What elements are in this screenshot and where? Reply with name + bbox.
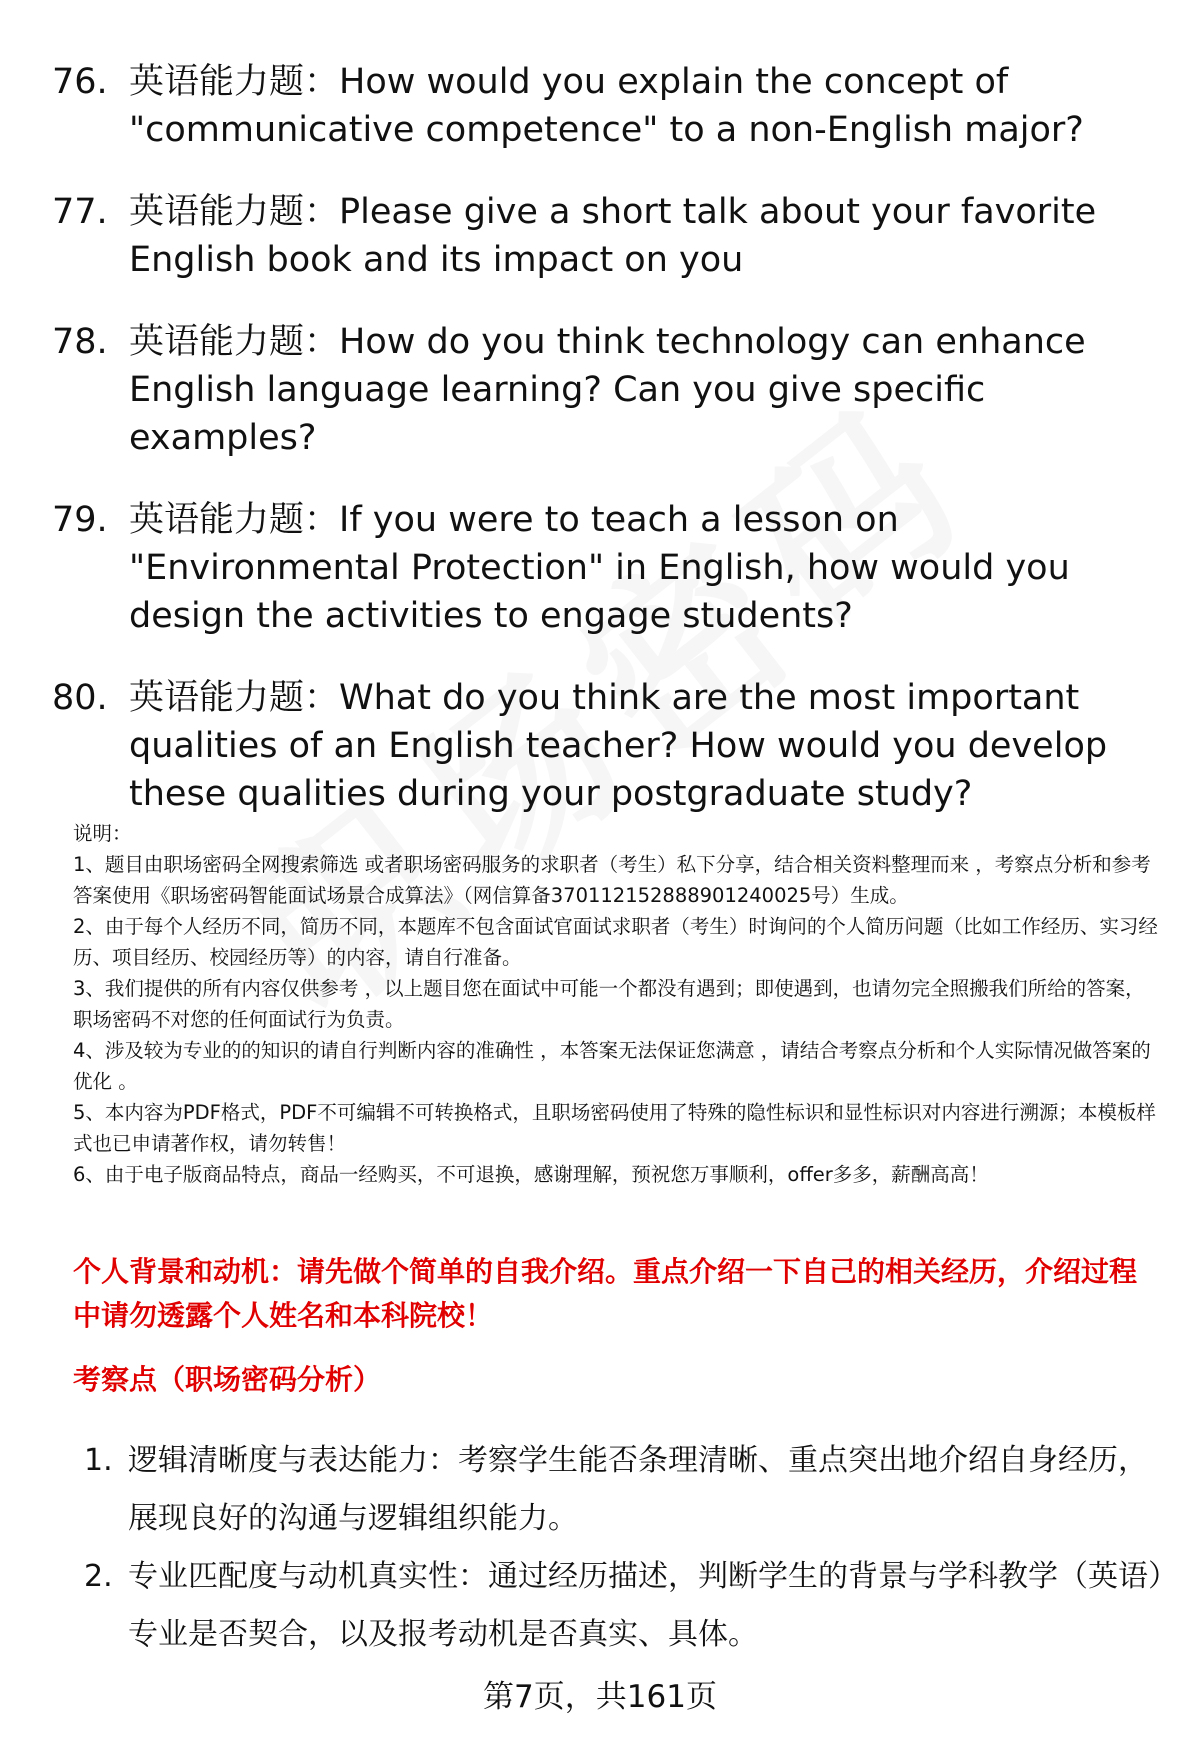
- notes-section: [73, 818, 1163, 1190]
- point-text: 专业匹配度与动机真实性：通过经历描述，判断学生的背景与学科教学（英语）专业是否契合，以及报考动机是否真实、具体。: [128, 1559, 1163, 1652]
- question-item: [52, 188, 1162, 284]
- note-item: 1、题目由职场密码全网搜索筛选 或者职场密码服务的求职者（考生）私下分享，结合相关资料整理而来 ，考察点分析和参考答案使用《职场密码智能面试场景合成算法》（网信算备370112152888901240025号）生成。: [73, 853, 1151, 907]
- question-list: [52, 58, 1162, 852]
- question-text: 英语能力题：How would you explain the concept of "communicative competence" to a non-English major?: [129, 62, 1084, 150]
- question-text: 英语能力题：If you were to teach a lesson on "Environmental Protection" in English, how would you design the activities to engage students?: [129, 500, 1070, 636]
- point-number: 1.: [84, 1443, 113, 1478]
- question-item: [52, 58, 1162, 154]
- question-item: [52, 674, 1162, 818]
- note-item: 3、我们提供的所有内容仅供参考 ，以上题目您在面试中可能一个都没有遇到；即使遇到，也请勿完全照搬我们所给的答案，职场密码不对您的任何面试行为负责。: [73, 977, 1145, 1031]
- point-number: 2.: [84, 1559, 113, 1594]
- point-text: 逻辑清晰度与表达能力：考察学生能否条理清晰、重点突出地介绍自身经历，展现良好的沟通与逻辑组织能力。: [128, 1443, 1148, 1536]
- question-number: 80.: [52, 678, 108, 718]
- question-number: 78.: [52, 322, 108, 362]
- section-heading: 个人背景和动机：请先做个简单的自我介绍。重点介绍一下自己的相关经历，介绍过程中请勿透露个人姓名和本科院校！: [73, 1255, 1138, 1332]
- question-text: 英语能力题：Please give a short talk about your favorite English book and its impact on you: [129, 192, 1097, 280]
- question-number: 79.: [52, 500, 108, 540]
- note-item: 2、由于每个人经历不同，简历不同，本题库不包含面试官面试求职者（考生）时询问的个人简历问题（比如工作经历、实习经历、项目经历、校园经历等）的内容，请自行准备。: [73, 915, 1158, 969]
- question-text: 英语能力题：What do you think are the most important qualities of an English teacher? How would you develop these qualities during your postgraduate study?: [129, 678, 1108, 814]
- question-number: 76.: [52, 62, 108, 102]
- question-item: [52, 496, 1162, 640]
- section-subheading: 考察点（职场密码分析）: [73, 1363, 382, 1396]
- analysis-point: [84, 1548, 1164, 1664]
- question-item: [52, 318, 1162, 462]
- question-text: 英语能力题：How do you think technology can enhance English language learning? Can you give specific examples?: [129, 322, 1086, 458]
- question-number: 77.: [52, 192, 108, 232]
- notes-title: 说明：: [73, 822, 132, 845]
- note-item: 6、由于电子版商品特点，商品一经购买，不可退换，感谢理解，预祝您万事顺利，offer多多，薪酬高高！: [73, 1163, 989, 1186]
- analysis-points: [84, 1432, 1164, 1664]
- page-footer: 第7页，共161页: [483, 1679, 717, 1715]
- note-item: 5、本内容为PDF格式，PDF不可编辑不可转换格式，且职场密码使用了特殊的隐性标识和显性标识对内容进行溯源；本模板样式也已申请著作权，请勿转售！: [73, 1101, 1156, 1155]
- analysis-point: [84, 1432, 1164, 1548]
- note-item: 4、涉及较为专业的的知识的请自行判断内容的准确性 ，本答案无法保证您满意 ，请结合考察点分析和个人实际情况做答案的优化 。: [73, 1039, 1151, 1093]
